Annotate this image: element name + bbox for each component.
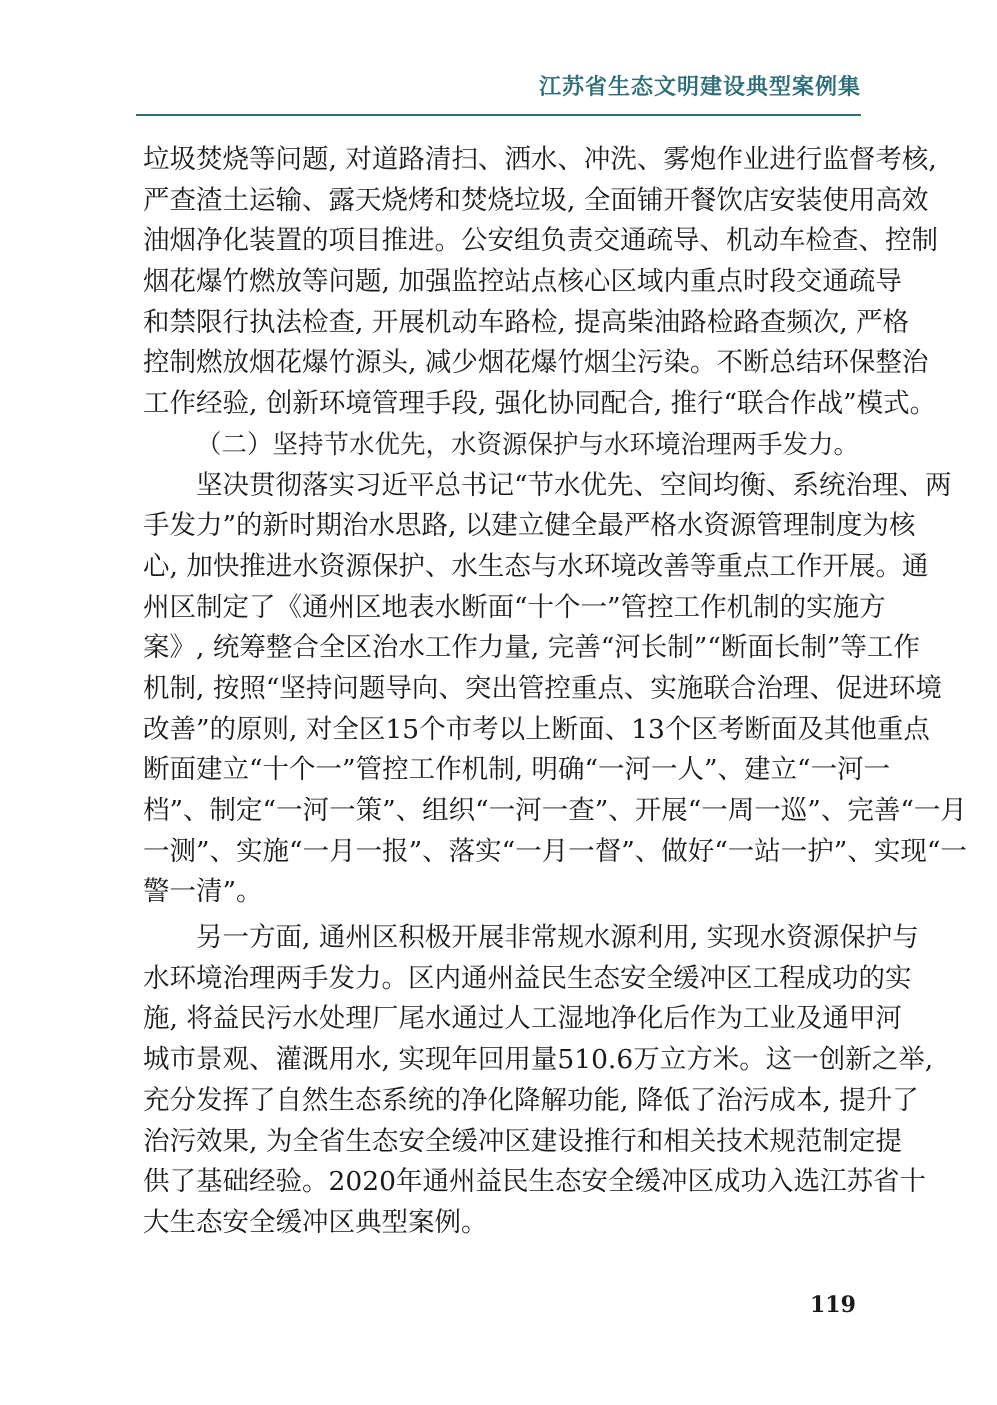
section-heading: （二）坚持节水优先，水资源保护与水环境治理两手发力。 bbox=[196, 429, 860, 460]
text-line: 工作经验, 创新环境管理手段, 强化协同配合, 推行“联合作战”模式。 bbox=[143, 388, 937, 420]
text-line: 大生态安全缓冲区典型案例。 bbox=[143, 1206, 488, 1238]
text-line: 严查渣土运输、露天烧烤和焚烧垃圾, 全面铺开餐饮店安装使用高效 bbox=[143, 184, 929, 216]
text-line: 手发力”的新时期治水思路, 以建立健全最严格水资源管理制度为核 bbox=[143, 510, 916, 542]
body-text bbox=[143, 140, 967, 1244]
text-line: 坚决贯彻落实习近平总书记“节水优先、空间均衡、系统治理、两 bbox=[196, 469, 952, 501]
text-line: 另一方面, 通州区积极开展非常规水源利用, 实现水资源保护与 bbox=[196, 922, 919, 954]
text-line: 施, 将益民污水处理厂尾水通过人工湿地净化后作为工业及通甲河 bbox=[143, 1003, 902, 1035]
running-header bbox=[136, 72, 861, 116]
text-line: 断面建立“十个一”管控工作机制, 明确“一河一人”、建立“一河一 bbox=[143, 754, 891, 786]
text-line: 州区制定了《通州区地表水断面“十个一”管控工作机制的实施方 bbox=[143, 591, 886, 623]
text-line: 一测”、实施“一月一报”、落实“一月一督”、做好“一站一护”、实现“一 bbox=[143, 835, 967, 867]
paragraph-2 bbox=[143, 466, 967, 914]
paragraph-3 bbox=[143, 918, 934, 1244]
text-line: 水环境治理两手发力。区内通州益民生态安全缓冲区工程成功的实 bbox=[143, 962, 912, 994]
text-line: 和禁限行执法检查, 开展机动车路检, 提高柴油路检路查频次, 严格 bbox=[143, 306, 910, 338]
text-line: 供了基础经验。2020年通州益民生态安全缓冲区成功入选江苏省十 bbox=[143, 1166, 926, 1198]
running-header-title: 江苏省生态文明建设典型案例集 bbox=[538, 75, 861, 100]
text-line: 城市景观、灌溉用水, 实现年回用量510.6万立方米。这一创新之举, bbox=[143, 1044, 934, 1076]
text-line: 心, 加快推进水资源保护、水生态与水环境改善等重点工作开展。通 bbox=[143, 550, 929, 582]
text-line: 档”、制定“一河一策”、组织“一河一查”、开展“一周一巡”、完善“一月 bbox=[143, 795, 967, 826]
text-line: 垃圾焚烧等问题, 对道路清扫、洒水、冲洗、雾炮作业进行监督考核, bbox=[143, 144, 937, 175]
text-line: 充分发挥了自然生态系统的净化降解功能, 降低了治污成本, 提升了 bbox=[143, 1084, 919, 1116]
text-line: 案》, 统筹整合全区治水工作力量, 完善“河长制”“断面长制”等工作 bbox=[143, 632, 920, 664]
header-rule bbox=[136, 114, 861, 116]
page-number: 119 bbox=[810, 1292, 856, 1318]
text-line: 油烟净化装置的项目推进。公安组负责交通疏导、机动车检查、控制 bbox=[143, 225, 938, 257]
paragraph-1 bbox=[143, 140, 938, 425]
text-line: 机制, 按照“坚持问题导向、突出管控重点、实施联合治理、促进环境 bbox=[143, 672, 942, 704]
text-line: 改善”的原则, 对全区15个市考以上断面、13个区考断面及其他重点 bbox=[143, 713, 930, 745]
text-line: 控制燃放烟花爆竹源头, 减少烟花爆竹烟尘污染。不断总结环保整治 bbox=[143, 347, 929, 379]
text-line: 警一清”。 bbox=[143, 876, 263, 908]
text-line: 治污效果, 为全省生态安全缓冲区建设推行和相关技术规范制定提 bbox=[143, 1125, 902, 1157]
text-line: 烟花爆竹燃放等问题, 加强监控站点核心区域内重点时段交通疏导 bbox=[143, 266, 902, 298]
